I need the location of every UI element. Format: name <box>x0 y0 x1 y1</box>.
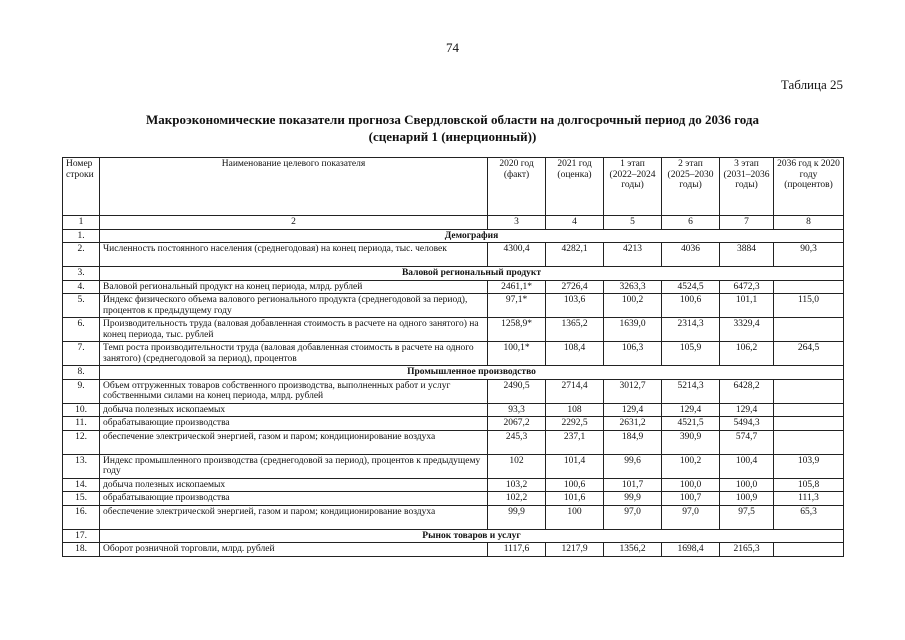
table-row <box>63 243 844 267</box>
indicator-name: добыча полезных ископаемых <box>100 478 488 492</box>
indicator-name: Оборот розничной торговли, млрд. рублей <box>100 543 488 557</box>
value-cell: 237,1 <box>546 430 604 454</box>
header-cell: 2021 год (оценка) <box>546 158 604 216</box>
value-cell: 129,4 <box>720 403 774 417</box>
value-cell: 4282,1 <box>546 243 604 267</box>
indicator-name: Численность постоянного населения (среднегодовая) на конец периода, тыс. человек <box>100 243 488 267</box>
value-cell: 101,1 <box>720 294 774 318</box>
value-cell: 6428,2 <box>720 379 774 403</box>
table-title <box>62 111 843 145</box>
indicator-name: обеспечение электрической энергией, газом и паром; кондиционирование воздуха <box>100 430 488 454</box>
header-cell: 2 этап (2025–2030 годы) <box>662 158 720 216</box>
table-row <box>63 478 844 492</box>
table-row <box>63 505 844 529</box>
table-row <box>63 543 844 557</box>
row-number: 12. <box>63 430 100 454</box>
value-cell: 97,5 <box>720 505 774 529</box>
value-cell <box>774 318 844 342</box>
title-line-2: (сценарий 1 (инерционный)) <box>368 129 537 144</box>
value-cell: 65,3 <box>774 505 844 529</box>
header-cell: 3 этап (2031–2036 годы) <box>720 158 774 216</box>
value-cell: 2461,1* <box>488 280 546 294</box>
row-number: 17. <box>63 529 100 543</box>
row-number: 16. <box>63 505 100 529</box>
row-number: 15. <box>63 492 100 506</box>
column-number: 4 <box>546 216 604 230</box>
value-cell: 1217,9 <box>546 543 604 557</box>
value-cell: 108,4 <box>546 342 604 366</box>
value-cell: 111,3 <box>774 492 844 506</box>
value-cell: 2292,5 <box>546 417 604 431</box>
indicator-name: обрабатывающие производства <box>100 492 488 506</box>
row-number: 3. <box>63 267 100 281</box>
value-cell: 3263,3 <box>604 280 662 294</box>
section-label: Рынок товаров и услуг <box>100 529 844 543</box>
value-cell: 6472,3 <box>720 280 774 294</box>
value-cell: 108 <box>546 403 604 417</box>
value-cell: 4036 <box>662 243 720 267</box>
value-cell: 102,2 <box>488 492 546 506</box>
table-row <box>63 454 844 478</box>
header-cell: 2036 год к 2020 году (процентов) <box>774 158 844 216</box>
indicator-name: Объем отгруженных товаров собственного производства, выполненных работ и услуг собственными силами на конец периода, млрд. рублей <box>100 379 488 403</box>
value-cell: 3012,7 <box>604 379 662 403</box>
header-cell: Наименование целевого показателя <box>100 158 488 216</box>
indicator-name: Индекс промышленного производства (среднегодовой за период), процентов к предыдущему году <box>100 454 488 478</box>
table-row <box>63 430 844 454</box>
value-cell <box>774 417 844 431</box>
value-cell: 264,5 <box>774 342 844 366</box>
row-number: 9. <box>63 379 100 403</box>
value-cell: 4521,5 <box>662 417 720 431</box>
value-cell <box>774 379 844 403</box>
value-cell: 2490,5 <box>488 379 546 403</box>
value-cell <box>774 403 844 417</box>
column-number: 5 <box>604 216 662 230</box>
table-body <box>63 158 844 557</box>
value-cell: 100,2 <box>604 294 662 318</box>
value-cell: 129,4 <box>604 403 662 417</box>
value-cell: 101,7 <box>604 478 662 492</box>
table-label: Таблица 25 <box>780 77 843 92</box>
value-cell: 93,3 <box>488 403 546 417</box>
section-label: Валовой региональный продукт <box>100 267 844 281</box>
value-cell: 2314,3 <box>662 318 720 342</box>
value-cell: 1356,2 <box>604 543 662 557</box>
section-row <box>63 229 844 243</box>
header-cell: 1 этап (2022–2024 годы) <box>604 158 662 216</box>
column-number: 7 <box>720 216 774 230</box>
value-cell <box>774 430 844 454</box>
value-cell: 97,0 <box>604 505 662 529</box>
value-cell: 106,3 <box>604 342 662 366</box>
section-row <box>63 267 844 281</box>
table-row <box>63 403 844 417</box>
value-cell: 1639,0 <box>604 318 662 342</box>
value-cell: 103,2 <box>488 478 546 492</box>
column-number-row <box>63 216 844 230</box>
value-cell: 97,1* <box>488 294 546 318</box>
value-cell: 101,6 <box>546 492 604 506</box>
value-cell: 105,8 <box>774 478 844 492</box>
value-cell: 100,9 <box>720 492 774 506</box>
value-cell: 100,4 <box>720 454 774 478</box>
value-cell: 5214,3 <box>662 379 720 403</box>
value-cell: 115,0 <box>774 294 844 318</box>
column-number: 3 <box>488 216 546 230</box>
value-cell: 100,6 <box>546 478 604 492</box>
value-cell: 99,9 <box>604 492 662 506</box>
value-cell: 101,4 <box>546 454 604 478</box>
value-cell: 103,9 <box>774 454 844 478</box>
indicators-table <box>62 157 844 557</box>
value-cell: 100,0 <box>662 478 720 492</box>
value-cell <box>774 280 844 294</box>
value-cell: 103,6 <box>546 294 604 318</box>
section-label: Демография <box>100 229 844 243</box>
column-number: 1 <box>63 216 100 230</box>
value-cell: 90,3 <box>774 243 844 267</box>
value-cell: 1117,6 <box>488 543 546 557</box>
value-cell: 184,9 <box>604 430 662 454</box>
header-cell: Номер строки <box>63 158 100 216</box>
indicator-name: Валовой региональный продукт на конец периода, млрд. рублей <box>100 280 488 294</box>
value-cell: 5494,3 <box>720 417 774 431</box>
value-cell: 129,4 <box>662 403 720 417</box>
value-cell: 100,1* <box>488 342 546 366</box>
value-cell: 105,9 <box>662 342 720 366</box>
value-cell <box>774 543 844 557</box>
value-cell: 245,3 <box>488 430 546 454</box>
indicator-name: обеспечение электрической энергией, газом и паром; кондиционирование воздуха <box>100 505 488 529</box>
section-row <box>63 529 844 543</box>
column-number: 2 <box>100 216 488 230</box>
value-cell: 1258,9* <box>488 318 546 342</box>
row-number: 11. <box>63 417 100 431</box>
value-cell: 2631,2 <box>604 417 662 431</box>
row-number: 18. <box>63 543 100 557</box>
value-cell: 100,2 <box>662 454 720 478</box>
row-number: 2. <box>63 243 100 267</box>
row-number: 5. <box>63 294 100 318</box>
value-cell: 574,7 <box>720 430 774 454</box>
row-number: 1. <box>63 229 100 243</box>
section-label: Промышленное производство <box>100 366 844 380</box>
column-number: 8 <box>774 216 844 230</box>
value-cell: 102 <box>488 454 546 478</box>
row-number: 14. <box>63 478 100 492</box>
value-cell: 4213 <box>604 243 662 267</box>
row-number: 6. <box>63 318 100 342</box>
indicator-name: Индекс физического объема валового регионального продукта (среднегодовой за период), процентов к предыдущему году <box>100 294 488 318</box>
row-number: 7. <box>63 342 100 366</box>
table-row <box>63 342 844 366</box>
value-cell: 97,0 <box>662 505 720 529</box>
section-row <box>63 366 844 380</box>
value-cell: 99,6 <box>604 454 662 478</box>
value-cell: 100,0 <box>720 478 774 492</box>
header-cell: 2020 год (факт) <box>488 158 546 216</box>
value-cell: 3329,4 <box>720 318 774 342</box>
row-number: 10. <box>63 403 100 417</box>
value-cell: 2165,3 <box>720 543 774 557</box>
value-cell: 1365,2 <box>546 318 604 342</box>
value-cell: 3884 <box>720 243 774 267</box>
value-cell: 4524,5 <box>662 280 720 294</box>
value-cell: 99,9 <box>488 505 546 529</box>
indicator-name: добыча полезных ископаемых <box>100 403 488 417</box>
indicator-name: обрабатывающие производства <box>100 417 488 431</box>
value-cell: 390,9 <box>662 430 720 454</box>
column-number: 6 <box>662 216 720 230</box>
value-cell: 106,2 <box>720 342 774 366</box>
value-cell: 100 <box>546 505 604 529</box>
table-row <box>63 417 844 431</box>
row-number: 4. <box>63 280 100 294</box>
row-number: 8. <box>63 366 100 380</box>
title-line-1: Макроэкономические показатели прогноза Свердловской области на долгосрочный период до 2036 года <box>146 112 759 127</box>
table-row <box>63 294 844 318</box>
value-cell: 100,7 <box>662 492 720 506</box>
header-row <box>63 158 844 216</box>
value-cell: 2714,4 <box>546 379 604 403</box>
value-cell: 2726,4 <box>546 280 604 294</box>
value-cell: 1698,4 <box>662 543 720 557</box>
table-row <box>63 318 844 342</box>
table-row <box>63 280 844 294</box>
row-number: 13. <box>63 454 100 478</box>
value-cell: 2067,2 <box>488 417 546 431</box>
table-row <box>63 379 844 403</box>
indicator-name: Темп роста производительности труда (валовая добавленная стоимость в расчете на одного занятого) (среднегодовой за период), процентов <box>100 342 488 366</box>
page-number: 74 <box>446 40 459 55</box>
value-cell: 4300,4 <box>488 243 546 267</box>
value-cell: 100,6 <box>662 294 720 318</box>
indicator-name: Производительность труда (валовая добавленная стоимость в расчете на одного занятого) на конец периода, тыс. рублей <box>100 318 488 342</box>
table-row <box>63 492 844 506</box>
